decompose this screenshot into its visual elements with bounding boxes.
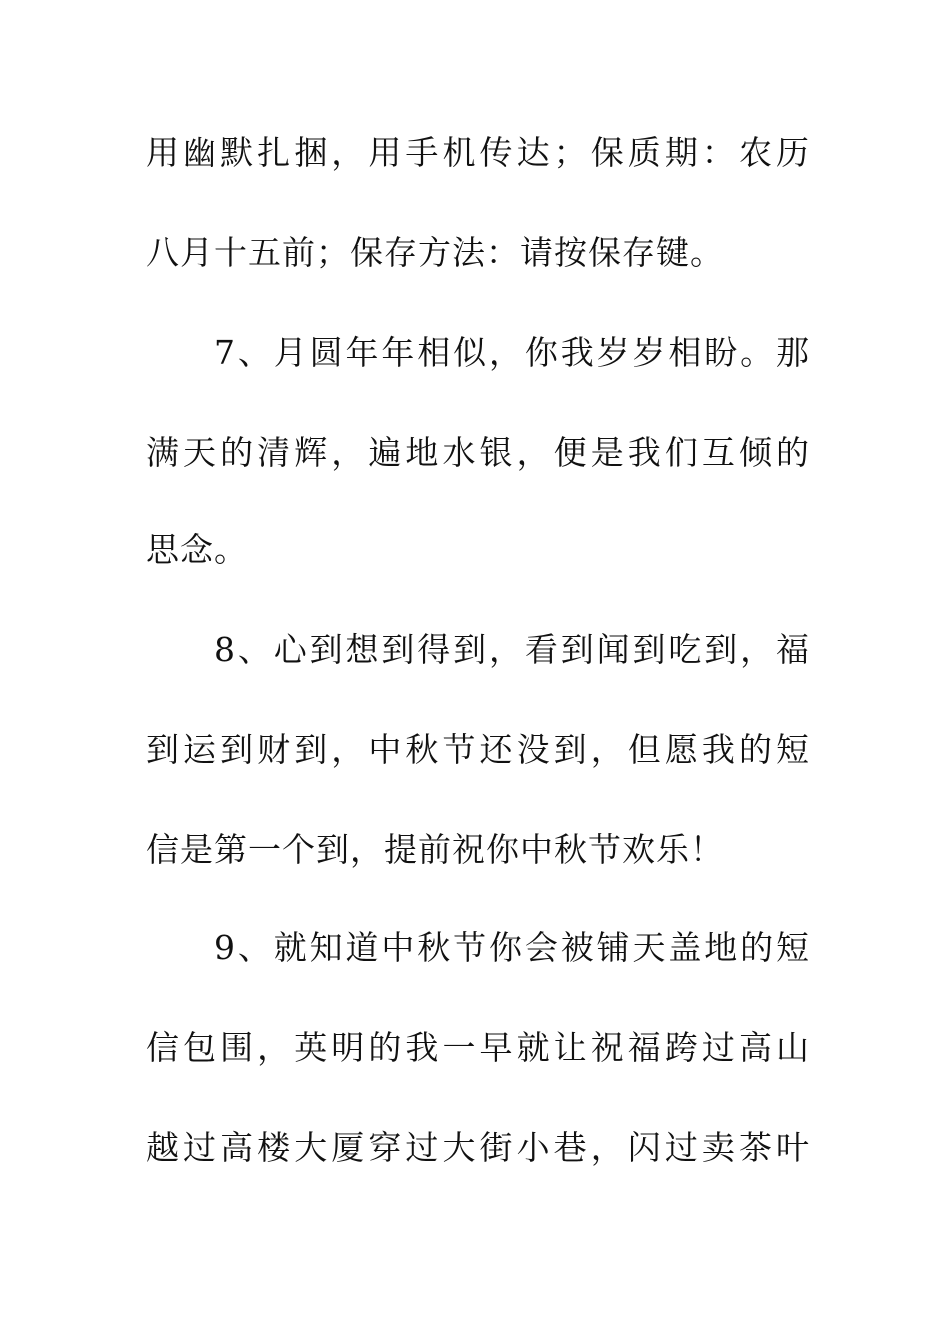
text-line: 越过高楼大厦穿过大街小巷，闪过卖茶叶: [146, 1128, 810, 1167]
paragraph-start-line: 8、心到想到得到，看到闻到吃到，福: [214, 630, 810, 669]
text-line: 信是第一个到，提前祝你中秋节欢乐！: [146, 830, 724, 869]
paragraph-start-line: 7、月圆年年相似，你我岁岁相盼。那: [214, 333, 810, 372]
text-line: 思念。: [146, 530, 248, 569]
text-line: 满天的清辉，遍地水银，便是我们互倾的: [146, 433, 810, 472]
text-line: 到运到财到，中秋节还没到，但愿我的短: [146, 730, 810, 769]
text-line: 用幽默扎捆，用手机传达；保质期：农历: [146, 133, 810, 172]
text-line: 信包围，英明的我一早就让祝福跨过高山: [146, 1028, 810, 1067]
paragraph-start-line: 9、就知道中秋节你会被铺天盖地的短: [214, 928, 810, 967]
text-line: 八月十五前；保存方法：请按保存键。: [146, 233, 724, 272]
